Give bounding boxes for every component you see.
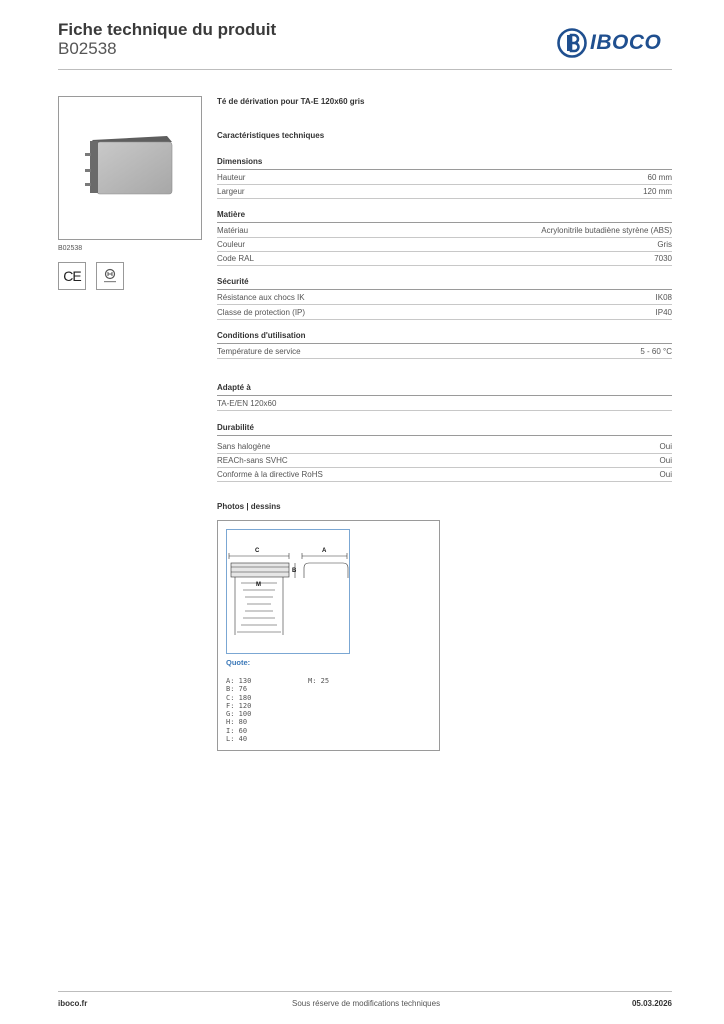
footer-divider xyxy=(58,991,672,992)
quote-label: Quote: xyxy=(226,658,251,667)
spec-label: Matériau xyxy=(217,225,249,235)
photo-caption: B02538 xyxy=(58,245,83,252)
spec-row xyxy=(217,184,672,199)
spec-label: REACh-sans SVHC xyxy=(217,455,288,465)
dimension-drawing-icon xyxy=(227,530,351,655)
spec-label: Sans halogène xyxy=(217,441,271,451)
footer-disclaimer: Sous réserve de modifications techniques xyxy=(292,999,441,1008)
section-title-dimensions: Dimensions xyxy=(217,157,672,170)
drawing-frame xyxy=(226,529,350,654)
spec-row xyxy=(217,290,672,305)
quote-item: B: 76 xyxy=(226,685,248,694)
quote-item: F: 120 xyxy=(226,701,252,710)
spec-value: IP40 xyxy=(655,307,672,317)
spec-row xyxy=(217,396,672,411)
spec-value: 7030 xyxy=(654,253,672,263)
spec-row xyxy=(217,237,672,252)
spec-label: Résistance aux chocs IK xyxy=(217,292,305,302)
spec-value: Oui xyxy=(659,469,672,479)
spec-label: Largeur xyxy=(217,186,245,196)
product-code: B02538 xyxy=(58,39,117,58)
brand-name: IBOCO xyxy=(590,31,662,54)
spec-value: Oui xyxy=(659,441,672,451)
spec-label: Code RAL xyxy=(217,253,254,263)
spec-label: Température de service xyxy=(217,346,301,356)
quote-list xyxy=(226,677,251,743)
spec-label: Hauteur xyxy=(217,172,246,182)
section-title-conditions: Conditions d'utilisation xyxy=(217,331,672,344)
photos-heading: Photos | dessins xyxy=(217,502,281,511)
section-title-durabilite: Durabilité xyxy=(217,423,672,436)
quote-list xyxy=(308,677,329,685)
section-title-adapte: Adapté à xyxy=(217,383,672,396)
spec-value: 120 mm xyxy=(643,186,672,196)
quote-item: A: 130 xyxy=(226,677,252,685)
spec-value: Gris xyxy=(657,239,672,249)
page-title: Fiche technique du produit xyxy=(58,20,277,39)
quote-item: L: 40 xyxy=(226,735,248,744)
section-title-securite: Sécurité xyxy=(217,277,672,290)
quote-item: I: 60 xyxy=(226,726,248,735)
spec-value: 60 mm xyxy=(647,172,672,182)
spec-row xyxy=(217,467,672,482)
spec-label: Classe de protection (IP) xyxy=(217,307,306,317)
product-photo xyxy=(58,96,202,240)
product-name: Té de dérivation pour TA-E 120x60 gris xyxy=(217,97,365,106)
spec-value: Acrylonitrile butadiène styrène (ABS) xyxy=(541,225,672,235)
spec-row xyxy=(217,305,672,320)
spec-row xyxy=(217,453,672,468)
spec-row xyxy=(217,439,672,454)
certification-badge xyxy=(96,262,124,290)
drawing-label-m: M xyxy=(256,582,261,588)
characteristics-heading: Caractéristiques techniques xyxy=(217,131,325,140)
spec-value: IK08 xyxy=(655,292,672,302)
drawing-label-b: B xyxy=(292,568,297,574)
brand-logo xyxy=(557,28,661,58)
quote-item: H: 80 xyxy=(226,718,248,727)
spec-label: Conforme à la directive RoHS xyxy=(217,469,323,479)
drawing-label-a: A xyxy=(322,548,327,554)
junction-box-image xyxy=(59,97,203,241)
quote-item: G: 100 xyxy=(226,710,252,719)
spec-value: Oui xyxy=(659,455,672,465)
section-title-matiere: Matière xyxy=(217,210,672,223)
spec-label: TA-E/EN 120x60 xyxy=(217,398,277,408)
ce-mark: CE xyxy=(58,262,86,290)
spec-label: Couleur xyxy=(217,239,246,249)
spec-row xyxy=(217,251,672,266)
quote-item: C: 180 xyxy=(226,693,252,702)
technical-drawing xyxy=(217,520,440,751)
spec-value: 5 - 60 °C xyxy=(640,346,672,356)
footer-website[interactable]: iboco.fr xyxy=(58,999,88,1008)
iboco-logo-icon xyxy=(557,28,587,58)
quote-item: M: 25 xyxy=(308,677,330,685)
drawing-label-c: C xyxy=(255,548,260,554)
spec-row xyxy=(217,344,672,359)
footer-date: 05.03.2026 xyxy=(631,999,672,1008)
spec-row xyxy=(217,170,672,185)
header-divider xyxy=(58,69,672,70)
spec-row xyxy=(217,223,672,238)
cert-mark-icon xyxy=(100,266,120,286)
